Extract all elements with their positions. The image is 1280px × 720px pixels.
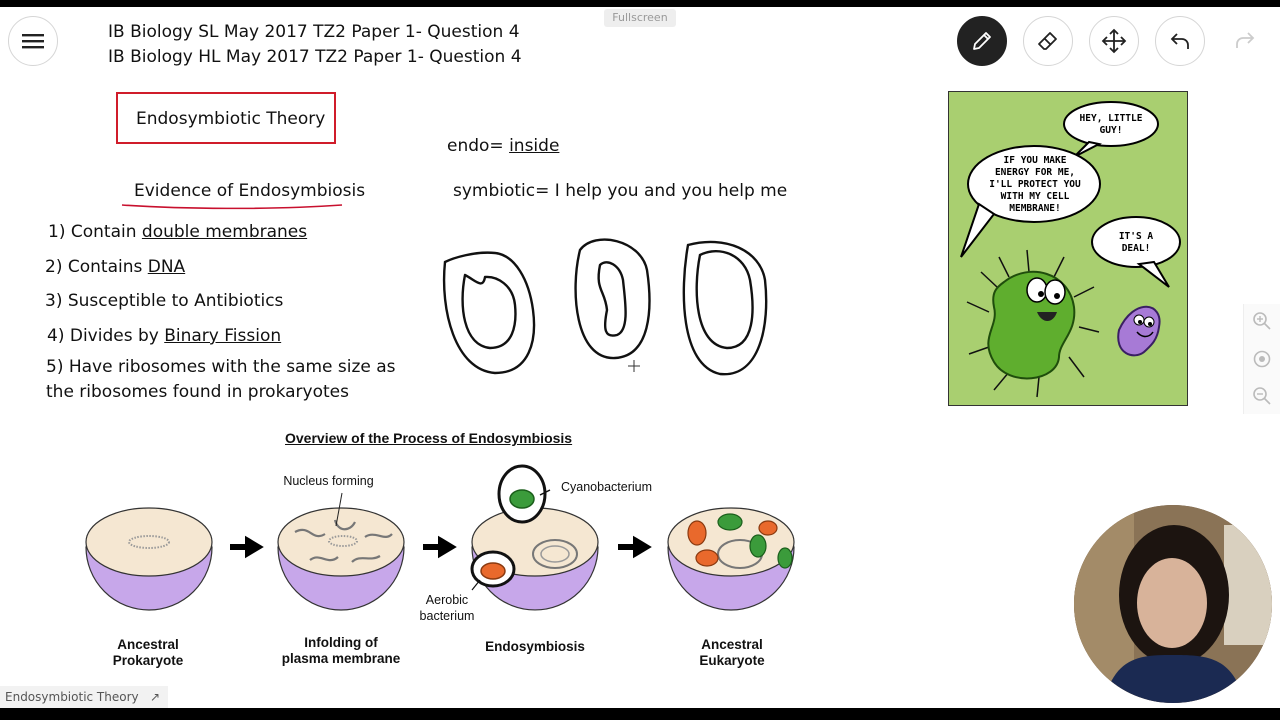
bubble1-line2: GUY! bbox=[1099, 125, 1123, 136]
stage-2-cell bbox=[278, 493, 404, 610]
bubble3-line2: DEAL! bbox=[1121, 243, 1151, 254]
sketch-3-inner bbox=[697, 251, 753, 348]
webcam-overlay bbox=[1074, 505, 1272, 703]
evidence-underline bbox=[120, 199, 345, 213]
stage-2-label: Infolding of plasma membrane bbox=[281, 635, 401, 666]
arrow-3 bbox=[618, 541, 646, 553]
bubble2-line3: I'LL PROTECT YOU bbox=[989, 179, 1081, 190]
arrow-1 bbox=[230, 541, 258, 553]
redo-icon bbox=[1233, 28, 1257, 52]
hamburger-icon bbox=[22, 33, 44, 49]
bottom-letterbox bbox=[0, 708, 1280, 720]
evidence-item-4: 4) Divides by Binary Fission bbox=[47, 326, 282, 346]
pro-label: PRO bbox=[1228, 690, 1245, 698]
sketch-2-outer bbox=[576, 240, 650, 358]
double-membrane-sketches bbox=[435, 230, 780, 380]
participant-badge: 1 bbox=[1258, 651, 1272, 665]
zoom-in-icon bbox=[1252, 311, 1272, 331]
reset-zoom-icon bbox=[1252, 349, 1272, 369]
undo-button[interactable] bbox=[1155, 16, 1205, 66]
page-tab-label: Endosymbiotic Theory bbox=[5, 690, 139, 704]
sketch-3-outer bbox=[684, 242, 766, 374]
symbiotic-definition: symbiotic= I help you and you help me bbox=[453, 181, 788, 201]
expand-arrow-icon[interactable]: ↗ bbox=[150, 690, 161, 704]
bubble3-line1: IT'S A bbox=[1118, 231, 1154, 242]
boxed-title-text: Endosymbiotic Theory bbox=[136, 109, 326, 129]
top-letterbox bbox=[0, 0, 1280, 7]
arrow-2 bbox=[423, 541, 451, 553]
speech-bubble-1 bbox=[1064, 102, 1158, 146]
reset-zoom-button[interactable] bbox=[1250, 347, 1274, 371]
stage-4-label: Ancestral Eukaryote bbox=[699, 637, 765, 668]
evidence-heading: Evidence of Endosymbiosis bbox=[134, 181, 366, 201]
header-line-1: IB Biology SL May 2017 TZ2 Paper 1- Question 4 bbox=[108, 22, 520, 42]
endo-definition: endo= inside bbox=[447, 136, 560, 156]
stage-4-cell bbox=[668, 508, 794, 610]
bubble2-line1: IF YOU MAKE bbox=[1003, 155, 1067, 166]
evidence-item-2: 2) Contains DNA bbox=[45, 257, 186, 277]
bubble2-line2: ENERGY FOR ME, bbox=[994, 167, 1076, 178]
fullscreen-button[interactable]: Fullscreen bbox=[604, 9, 676, 27]
move-tool-button[interactable] bbox=[1089, 16, 1139, 66]
stage-3-label: Endosymbiosis bbox=[485, 639, 585, 654]
eraser-icon bbox=[1036, 29, 1060, 53]
bubble2-line5: MEMBRANE! bbox=[1009, 203, 1061, 214]
evidence-item-5-line2: the ribosomes found in prokaryotes bbox=[46, 382, 349, 402]
boxed-title bbox=[116, 92, 336, 144]
sketch-1-inner bbox=[463, 275, 516, 348]
sketch-2-inner bbox=[599, 262, 626, 335]
zoom-out-icon bbox=[1252, 386, 1272, 406]
move-icon bbox=[1101, 28, 1127, 54]
stage-1-cell bbox=[86, 508, 212, 610]
page-tab[interactable] bbox=[0, 686, 168, 708]
cyanobacterium-label: Cyanobacterium bbox=[560, 480, 652, 494]
evidence-item-5-line1: 5) Have ribosomes with the same size as bbox=[46, 357, 396, 377]
undo-icon bbox=[1168, 29, 1192, 53]
pen-tool-button[interactable] bbox=[957, 16, 1007, 66]
header-line-2: IB Biology HL May 2017 TZ2 Paper 1- Question 4 bbox=[108, 47, 522, 67]
redo-button[interactable] bbox=[1233, 28, 1259, 54]
evidence-item-1: 1) Contain double membranes bbox=[48, 222, 308, 242]
bubble1-line1: HEY, LITTLE bbox=[1079, 113, 1143, 124]
sketch-1-outer bbox=[444, 253, 534, 373]
evidence-item-3: 3) Susceptible to Antibiotics bbox=[45, 291, 284, 311]
nucleus-forming-label: Nucleus forming bbox=[283, 474, 374, 488]
bubble2-line4: WITH MY CELL bbox=[1000, 191, 1070, 202]
pen-icon bbox=[970, 29, 994, 53]
speech-bubble-3 bbox=[1092, 217, 1180, 267]
aerobic-bacterium-label: Aerobic bacterium bbox=[419, 593, 475, 623]
zoom-in-button[interactable] bbox=[1250, 309, 1274, 333]
zoom-out-button[interactable] bbox=[1250, 384, 1274, 408]
stage-1-label: Ancestral Prokaryote bbox=[112, 637, 184, 668]
endosymbiosis-comic bbox=[948, 91, 1188, 406]
diagram-title: Overview of the Process of Endosymbiosis bbox=[285, 430, 573, 446]
eraser-tool-button[interactable] bbox=[1023, 16, 1073, 66]
menu-button[interactable] bbox=[8, 16, 58, 66]
